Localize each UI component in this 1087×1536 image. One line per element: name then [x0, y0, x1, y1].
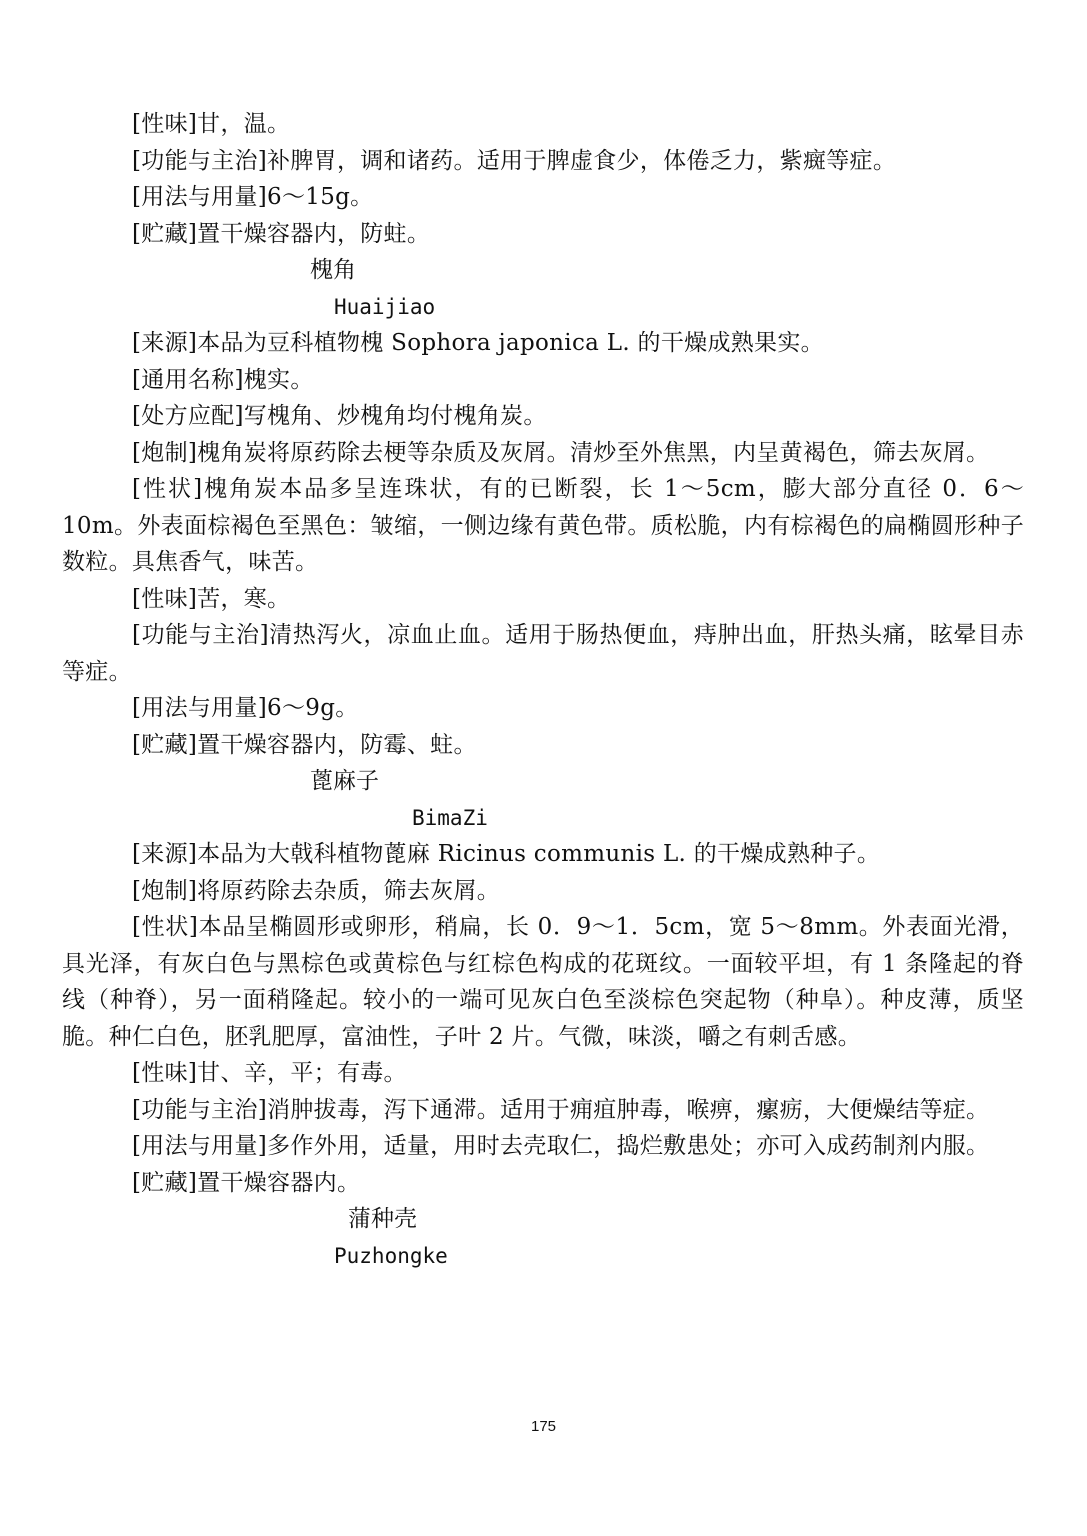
paragraph: [功能与主治]清热泻火，凉血止血。适用于肠热便血，痔肿出血，肝热头痛，眩晕目赤等症。: [62, 622, 1024, 685]
paragraph: [性味]甘、辛，平；有毒。: [132, 1060, 407, 1086]
paragraph: [来源]本品为大戟科植物蓖麻 Ricinus communis L. 的干燥成熟种子。: [132, 841, 881, 867]
entry-pinyin: BimaZi: [412, 805, 488, 830]
paragraph: [来源]本品为豆科植物槐 Sophora japonica L. 的干燥成熟果实。: [132, 330, 824, 356]
paragraph: [性味]甘，温。: [132, 111, 291, 137]
page-number: 175: [530, 1418, 557, 1435]
entry-pinyin: Huaijiao: [334, 294, 436, 319]
paragraph: [性状]本品呈椭圆形或卵形，稍扁，长 0．9～1．5cm，宽 5～8mm。外表面光滑，具光泽，有灰白色与黑棕色或黄棕色与红棕色构成的花斑纹。一面较平坦，有 1 条隆起的脊线（种脊），另一面稍隆起。较小的一端可见灰白色至淡棕色突起物（种阜）。种皮薄，质坚脆。种仁白色，胚乳肥厚，富油性，子叶 2 片。气微，味淡，嚼之有刺舌感。: [62, 914, 1024, 1050]
entry-title: 蓖麻子: [310, 768, 379, 794]
body-text: [62, 106, 1024, 1274]
paragraph: [用法与用量]6～15g。: [132, 184, 374, 210]
paragraph: [通用名称]槐实。: [132, 366, 314, 393]
paragraph: [性味]苦，寒。: [132, 585, 291, 612]
paragraph: [性状]槐角炭本品多呈连珠状，有的已断裂，长 1～5cm，膨大部分直径 0．6～10m。外表面棕褐色至黑色：皱缩，一侧边缘有黄色带。质松脆，内有棕褐色的扁椭圆形种子数粒。具焦香气，味苦。: [62, 476, 1024, 575]
paragraph: [功能与主治]补脾胃，调和诸药。适用于脾虚食少，体倦乏力，紫癍等症。: [132, 147, 897, 174]
paragraph: [用法与用量]多作外用，适量，用时去壳取仁，捣烂敷患处；亦可入成药制剂内服。: [132, 1133, 990, 1159]
paragraph: [功能与主治]消肿拔毒，泻下通滞。适用于痈疽肿毒，喉痹，瘰疬，大便燥结等症。: [132, 1096, 990, 1123]
paragraph: [贮藏]置干燥容器内，防蛀。: [132, 220, 431, 247]
paragraph: [炮制]槐角炭将原药除去梗等杂质及灰屑。清炒至外焦黑，内呈黄褐色，筛去灰屑。: [132, 439, 990, 466]
paragraph: [处方应配]写槐角、炒槐角均付槐角炭。: [132, 403, 547, 429]
entry-pinyin: Puzhongke: [334, 1243, 448, 1268]
paragraph: [炮制]将原药除去杂质，筛去灰屑。: [132, 877, 501, 904]
entry-title: 槐角: [310, 257, 356, 283]
paragraph: [贮藏]置干燥容器内，防霉、蛀。: [132, 731, 477, 758]
paragraph: [贮藏]置干燥容器内。: [132, 1169, 361, 1196]
paragraph: [用法与用量]6～9g。: [132, 695, 359, 721]
entry-title: 蒲种壳: [348, 1206, 417, 1232]
